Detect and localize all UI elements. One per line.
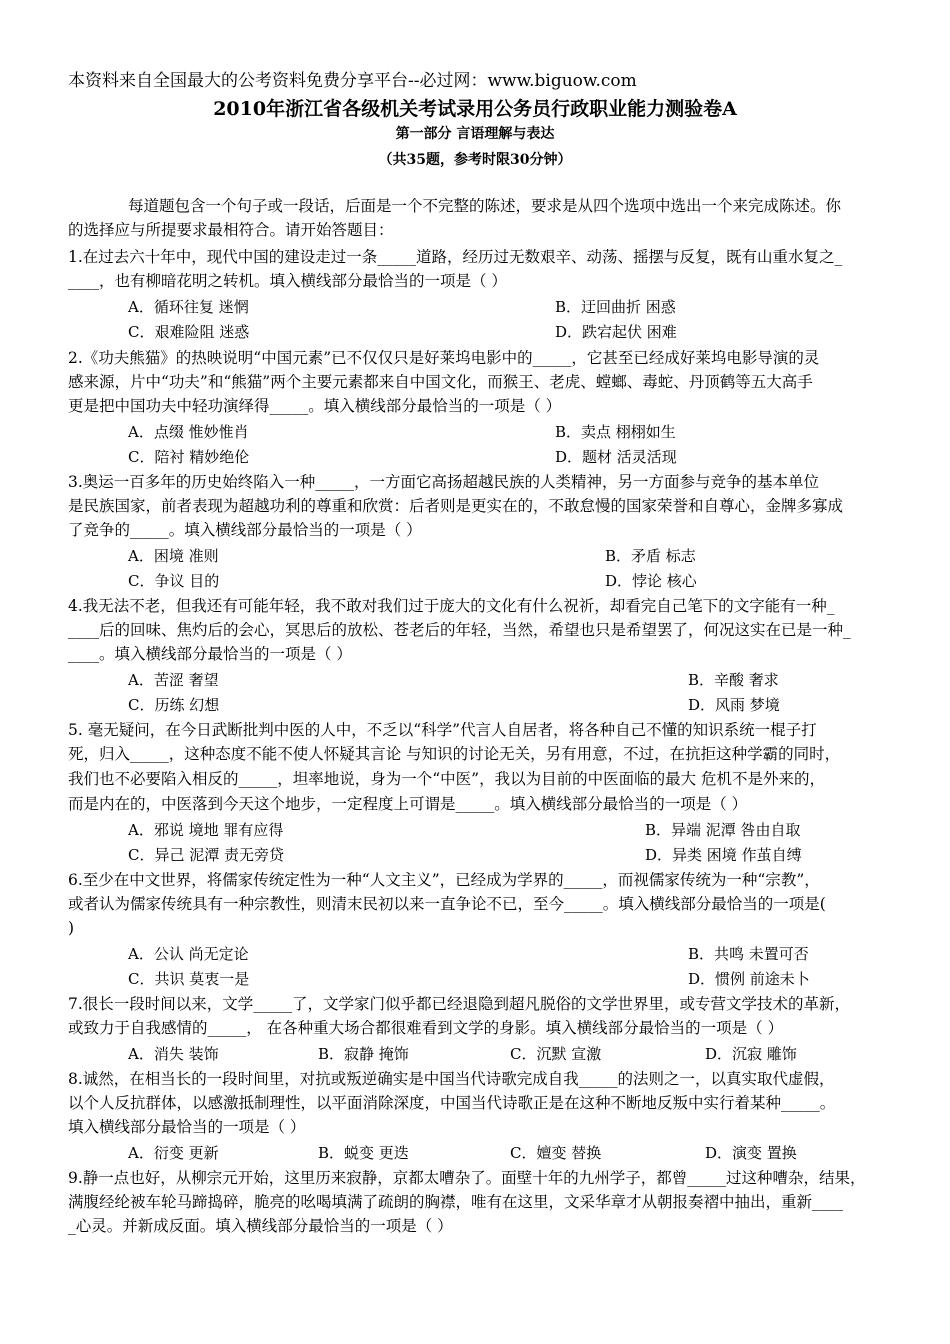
question-1-text: 1.在过去六十年中，现代中国的建设走过一条_____道路，经历过无数艰辛、动荡、摇摆与反复，既有山重水复之_ [68, 248, 843, 266]
source-line: 本资料来自全国最大的公考资料免费分享平台--必过网：www.biguow.com [68, 71, 637, 91]
question-1-option-c: C．艰难险阻 迷惑 [128, 323, 250, 341]
question-6-option-d: D．惯例 前途未卜 [688, 970, 810, 988]
question-2-text: 感来源，片中“功夫”和“熊猫”两个主要元素都来自中国文化，而猴王、老虎、螳螂、毒蛇、丹顶鹤等五大高手 [68, 373, 813, 391]
question-1-option-b: B．迂回曲折 困惑 [555, 298, 676, 316]
question-1-option-d: D．跌宕起伏 困难 [555, 323, 677, 341]
question-7-option-a: A．消失 装饰 [128, 1045, 219, 1063]
question-6-text: 或者认为儒家传统具有一种宗教性，则清末民初以来一直争论不已，至今_____。填入横线部分最恰当的一项是( [68, 895, 826, 913]
question-3-text: 了竞争的_____。填入横线部分最恰当的一项是（ ） [68, 521, 422, 539]
question-5-text: 我们也不必要陷入相反的_____，坦率地说，身为一个“中医”，我以为目前的中医面临的最大 危机不是外来的， [68, 770, 826, 788]
question-4-option-c: C．历练 幻想 [128, 696, 220, 714]
question-7-option-b: B．寂静 掩饰 [318, 1045, 409, 1063]
question-4-option-a: A．苦涩 奢望 [128, 671, 219, 689]
question-6-text: ) [68, 919, 75, 937]
question-5-text: 死，归入_____，这种态度不能不使人怀疑其言论 与知识的讨论无关，另有用意，不过，在抗拒这种学霸的同时， [68, 745, 841, 763]
question-5-text: 而是内在的，中医落到今天这个地步，一定程度上可谓是_____。填入横线部分最恰当的一项是（ ） [68, 795, 748, 813]
question-3-option-a: A．困境 准则 [128, 547, 219, 565]
question-4-text: 4.我无法不老，但我还有可能年轻，我不敢对我们过于庞大的文化有什么祝祈，却看完自己笔下的文字能有一种_ [68, 597, 835, 615]
section-heading: 第一部分 言语理解与表达 [395, 126, 555, 142]
question-1-option-a: A．循环往复 迷惘 [128, 298, 249, 316]
question-7-option-d: D．沉寂 雕饰 [705, 1045, 797, 1063]
question-5-option-d: D．异类 困境 作茧自缚 [645, 846, 802, 864]
instruction-line: 的选择应与所提要求最相符合。请开始答题目： [68, 221, 394, 239]
question-8-option-a: A．衍变 更新 [128, 1144, 219, 1162]
question-8-option-d: D．演变 置换 [705, 1144, 797, 1162]
question-8-text: 以个人反抗群体，以感激抵制理性，以平面消除深度，中国当代诗歌正是在这种不断地反叛中实行着某种_____。 [68, 1094, 836, 1112]
question-4-option-b: B．辛酸 奢求 [688, 671, 779, 689]
question-4-option-d: D．风雨 梦境 [688, 696, 780, 714]
question-8-option-c: C．嬗变 替换 [510, 1144, 602, 1162]
question-2-text: 2.《功夫熊猫》的热映说明“中国元素”已不仅仅只是好莱坞电影中的_____，它甚至已经成好莱坞电影导演的灵 [68, 349, 820, 367]
question-7-text: 7.很长一段时间以来，文学_____了，文学家门似乎都已经退隐到超凡脱俗的文学世界里，或专营文学技术的革新， [68, 995, 851, 1013]
question-4-text: ____。填入横线部分最恰当的一项是（ ） [68, 645, 352, 663]
question-8-text: 填入横线部分最恰当的一项是（ ） [68, 1118, 306, 1136]
question-6-text: 6.至少在中文世界，将儒家传统定性为一种“人文主义”，已经成为学界的_____，而视儒家传统为一种“宗教”， [68, 871, 820, 889]
question-9-text: 满腹经纶被车轮马蹄捣碎，脆亮的吆喝填满了疏朗的胸襟，唯有在这里，文采华章才从朝报奏褶中抽出，重新____ [68, 1193, 844, 1211]
question-2-option-b: B．卖点 栩栩如生 [555, 423, 676, 441]
question-8-text: 8.诚然，在相当长的一段时间里，对抗或叛逆确实是中国当代诗歌完成自我_____的法则之一，以真实取代虚假， [68, 1070, 835, 1088]
question-5-option-a: A．邪说 境地 罪有应得 [128, 821, 284, 839]
question-6-option-b: B．共鸣 未置可否 [688, 945, 809, 963]
question-2-text: 更是把中国功夫中轻功演绎得_____。填入横线部分最恰当的一项是（ ） [68, 397, 562, 415]
question-3-option-d: D．悖论 核心 [605, 572, 697, 590]
question-3-text: 是民族国家，前者表现为超越功利的尊重和欣赏：后者则是更实在的，不敢怠慢的国家荣誉和自尊心，金牌多寡成 [68, 497, 844, 515]
question-5-option-c: C．异己 泥潭 责无旁贷 [128, 846, 285, 864]
question-7-option-c: C．沉默 宣激 [510, 1045, 602, 1063]
question-5-text: 5. 毫无疑问，在今日武断批判中医的人中，不乏以“科学”代言人自居者，将各种自己不懂的知识系统一棍子打 [68, 721, 817, 739]
exam-title: 2010年浙江省各级机关考试录用公务员行政职业能力测验卷A [213, 98, 737, 120]
question-2-option-c: C．陪衬 精妙绝伦 [128, 448, 250, 466]
question-6-option-c: C．共识 莫衷一是 [128, 970, 250, 988]
question-6-option-a: A．公认 尚无定论 [128, 945, 249, 963]
question-3-option-b: B．矛盾 标志 [605, 547, 696, 565]
question-2-option-a: A．点缀 惟妙惟肖 [128, 423, 249, 441]
question-3-text: 3.奥运一百多年的历史始终陷入一种_____，一方面它高扬超越民族的人类精神，另一方面参与竞争的基本单位 [68, 473, 820, 491]
question-9-text: 9.静一点也好，从柳宗元开始，这里历来寂静，京都太嘈杂了。面壁十年的九州学子，都曾_____过这种嘈杂，结果， [68, 1169, 866, 1187]
question-2-option-d: D．题材 活灵活现 [555, 448, 677, 466]
question-5-option-b: B．异端 泥潭 咎由自取 [645, 821, 801, 839]
question-8-option-b: B．蜕变 更迭 [318, 1144, 409, 1162]
question-9-text: _心灵。并新成反面。填入横线部分最恰当的一项是（ ） [68, 1217, 453, 1235]
instruction-line: 每道题包含一个句子或一段话，后面是一个不完整的陈述，要求是从四个选项中选出一个来完成陈述。你 [128, 197, 842, 215]
question-4-text: ____后的回味、焦灼后的会心，冥思后的放松、苍老后的年轻，当然，希望也只是希望罢了，何况这实在已是一种_ [68, 621, 851, 639]
question-1-text: ____，也有柳暗花明之转机。填入横线部分最恰当的一项是（ ） [68, 272, 507, 290]
question-7-text: 或致力于自我感情的_____， 在各种重大场合都很难看到文学的身影。填入横线部分最恰当的一项是（ ） [68, 1019, 784, 1037]
question-3-option-c: C．争议 目的 [128, 572, 220, 590]
time-limit-note: （共35题，参考时限30分钟） [378, 152, 572, 168]
